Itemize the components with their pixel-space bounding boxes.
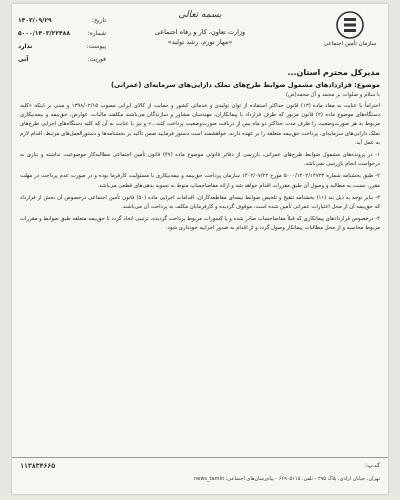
logo-emblem-icon xyxy=(335,10,365,40)
org-logo xyxy=(322,10,378,47)
priority-value: آنی xyxy=(18,56,29,63)
paragraph-item-2: ۲- طبق بخشنامه شماره ۵۰۰۰/۱۴۰۲/۱۴۷۲۳ مورخ ۱۴۰۲/۰۷/۲۲ سازمان پرداخت حق‌بیمه و بیمه‌بیکاری با مسئولیت کارفرما بوده و در صورت عدم پرداخت در مهلت مقرر، نسبت به مطالبه و وصول آن طبق مقررات اقدام خواهد شد و ارائه مفاصاحساب منوط به تسویه بدهی‌های قطعی می‌باشد. xyxy=(20,173,380,189)
date-value: ۱۴۰۳/۰۹/۲۹ xyxy=(18,17,52,24)
paragraph-item-3: ۳- بنابر توجه به ذیل بند (۱۱) بخشنامه تنقیح و تلخیص ضوابط بیمه‌ای مقاطعه‌کاران، اقدامات اجرایی ماده (۵۰) قانون تأمین اجتماعی درخصوص آن بخش از قرارداد که حق‌بیمه آن از محل اعتبارات عمرانی تأمین شده است، موقوف گردیده و کارفرمایان مکلف به پرداخت آن می‌باشند. xyxy=(20,194,381,211)
ministry-name: وزارت تعاون، کار و رفاه اجتماعی xyxy=(154,28,246,36)
basmala: بسمه تعالی xyxy=(178,10,222,20)
letter-body xyxy=(20,68,380,237)
letter-metadata xyxy=(18,14,106,66)
meta-number xyxy=(18,27,106,40)
number-label: شماره: xyxy=(87,30,106,37)
priority-label: فوریت: xyxy=(87,56,106,63)
salutation: با سلام و صلوات بر محمد و آل محمد(ص) xyxy=(285,92,380,98)
meta-date xyxy=(18,14,106,27)
paragraph-item-1: ۱- در پرونده‌های مشمول ضوابط طرح‌های عمرانی، بازرسی از دفاتر قانونی موضوع ماده (۴۷) قانون تأمین اجتماعی مطالبه‌کار موضوعیت نداشته و نیازی به درخواست انجام بازرسی نمی‌باشد. xyxy=(20,152,380,168)
paragraph-intro: احتراماً با عنایت به مفاد ماده (۱۳) قانون حداکثر استفاده از توان تولیدی و خدماتی کشور و حمایت از کالای ایرانی مصوب ۱۳۹۸/۰۲/۱۵ و مبنی بر اینکه «کلیه دستگاه‌های موضوع ماده (۲) قانون مزبور که طرف قرارداد با پیمانکاران، مهندسان مشاور و سازندگان می‌باشند مکلفند مالیات، عوارض، حق‌بیمه و بیمه‌بیکاری مربوط به هر صورت‌وضعیت را طرف مدت حداکثر دو ماه پس از دریافت صورت‌وضعیت پرداخت کنند...» و نیز با عنایت به آن که کلیه دستگاه‌های اجرایی طرح‌های تملک دارایی‌های سرمایه‌ای، پرداخت حق‌بیمه متعلقه را بر عهده دارند، خواهشمند است دستور فرمایید ضمن تأکید بر بخشنامه‌ها و دستورالعمل‌های مرتبط، اقدام لازم به عمل آید. xyxy=(20,103,380,146)
paragraph-item-4: ۴- درخصوص قراردادهای پیمانکاری که قبلاً مفاصاحساب صادر شده و یا کسورات مربوط پرداخت گردیده، ترتیبی اتخاذ گردد تا حق‌بیمه متعلقه طبق ضوابط و مقررات مربوط محاسبه و از محل مطالبات پیمانکار وصول گردد و از اقدام به صدور اجراییه خودداری شود. xyxy=(20,216,380,232)
attachment-value: ندارد xyxy=(18,43,33,50)
number-value: ۵۰۰۰/۱۴۰۳/۲۲۴۸۸ xyxy=(18,30,70,37)
attachment-label: پیوست: xyxy=(86,43,106,50)
footer-address: تهران، خیابان آزادی، پلاک ۲۹۵ - تلفن: ۶۶۹۰۵۱۱۵ - پیام‌رسان‌های اجتماعی: news_tamin xyxy=(194,476,380,482)
letter-footer xyxy=(12,457,388,494)
tracking-code: ۱۱۳۸۳۴۶۶۵ xyxy=(20,462,56,470)
addressee: مدیرکل محترم استان... xyxy=(287,68,380,77)
postal-code-label: ک.پ: xyxy=(365,462,380,469)
date-label: تاریخ: xyxy=(92,17,106,24)
meta-priority xyxy=(18,53,106,66)
subject-line: موضوع: قراردادهای مشمول ضوابط طرح‌های تملک دارایی‌های سرمایه‌ای (عمرانی) xyxy=(110,81,380,89)
letterhead-subtitle: «مهار تورم، رشد تولید» xyxy=(167,38,233,46)
letter-page xyxy=(12,4,388,494)
org-name: سازمان تأمین اجتماعی xyxy=(323,41,377,47)
meta-attachment xyxy=(18,40,106,53)
